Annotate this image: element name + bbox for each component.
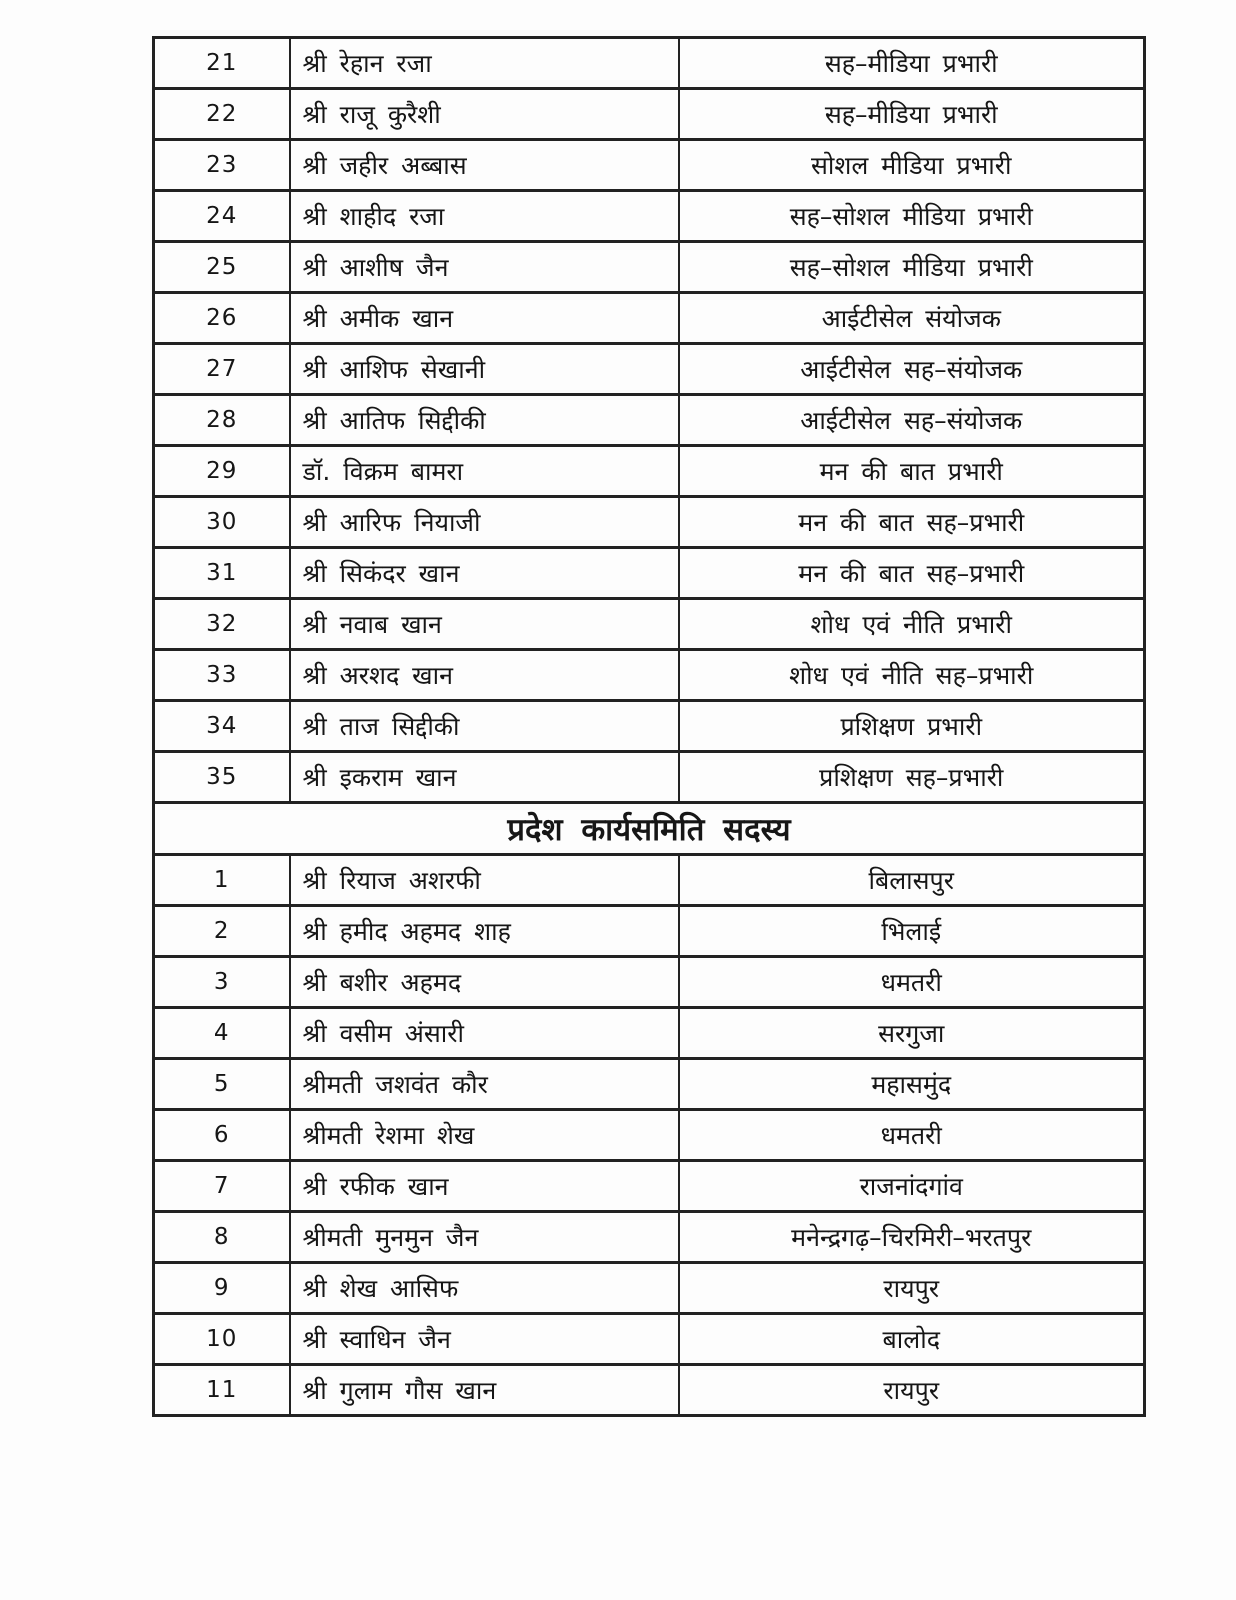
member-role: रायपुर xyxy=(679,1263,1145,1314)
member-name: श्री रेहान रजा xyxy=(290,38,679,89)
member-role: प्रशिक्षण प्रभारी xyxy=(679,701,1145,752)
member-role: धमतरी xyxy=(679,1110,1145,1161)
member-role: शोध एवं नीति प्रभारी xyxy=(679,599,1145,650)
member-name: श्रीमती मुनमुन जैन xyxy=(290,1212,679,1263)
member-name: श्री अरशद खान xyxy=(290,650,679,701)
row-number: 1 xyxy=(154,855,290,906)
committee-rows xyxy=(154,855,1145,1416)
row-number: 32 xyxy=(154,599,290,650)
member-name: श्री शाहीद रजा xyxy=(290,191,679,242)
member-name: श्री रफीक खान xyxy=(290,1161,679,1212)
table-row xyxy=(154,38,1145,89)
table-row xyxy=(154,1161,1145,1212)
table-row xyxy=(154,1263,1145,1314)
member-name: श्री शेख आसिफ xyxy=(290,1263,679,1314)
table-row xyxy=(154,548,1145,599)
member-name: श्री अमीक खान xyxy=(290,293,679,344)
members-table xyxy=(152,36,1146,1417)
member-role: भिलाई xyxy=(679,906,1145,957)
member-name: श्रीमती जशवंत कौर xyxy=(290,1059,679,1110)
section-header-row xyxy=(154,803,1145,855)
member-name: श्री सिकंदर खान xyxy=(290,548,679,599)
table-row xyxy=(154,1314,1145,1365)
table-row xyxy=(154,1365,1145,1416)
member-role: सह–सोशल मीडिया प्रभारी xyxy=(679,191,1145,242)
member-name: श्री हमीद अहमद शाह xyxy=(290,906,679,957)
table-row xyxy=(154,650,1145,701)
table-row xyxy=(154,497,1145,548)
member-role: रायपुर xyxy=(679,1365,1145,1416)
member-role: महासमुंद xyxy=(679,1059,1145,1110)
row-number: 3 xyxy=(154,957,290,1008)
row-number: 22 xyxy=(154,89,290,140)
row-number: 23 xyxy=(154,140,290,191)
row-number: 24 xyxy=(154,191,290,242)
member-role: सह–मीडिया प्रभारी xyxy=(679,89,1145,140)
member-name: श्री आशीष जैन xyxy=(290,242,679,293)
table-row xyxy=(154,1110,1145,1161)
row-number: 21 xyxy=(154,38,290,89)
member-name: श्री नवाब खान xyxy=(290,599,679,650)
table-row xyxy=(154,752,1145,803)
member-name: श्री राजू कुरैशी xyxy=(290,89,679,140)
table-row xyxy=(154,599,1145,650)
member-role: सरगुजा xyxy=(679,1008,1145,1059)
table-row xyxy=(154,1212,1145,1263)
member-name: श्री ताज सिद्दीकी xyxy=(290,701,679,752)
member-role: आईटीसेल संयोजक xyxy=(679,293,1145,344)
member-name: श्री रियाज अशरफी xyxy=(290,855,679,906)
table-row xyxy=(154,191,1145,242)
member-role: बालोद xyxy=(679,1314,1145,1365)
table-row xyxy=(154,293,1145,344)
member-role: प्रशिक्षण सह–प्रभारी xyxy=(679,752,1145,803)
row-number: 4 xyxy=(154,1008,290,1059)
section-header-body xyxy=(154,803,1145,855)
row-number: 27 xyxy=(154,344,290,395)
member-role: बिलासपुर xyxy=(679,855,1145,906)
row-number: 8 xyxy=(154,1212,290,1263)
member-role: शोध एवं नीति सह–प्रभारी xyxy=(679,650,1145,701)
member-name: श्री गुलाम गौस खान xyxy=(290,1365,679,1416)
member-role: मन की बात सह–प्रभारी xyxy=(679,548,1145,599)
table-row xyxy=(154,701,1145,752)
row-number: 26 xyxy=(154,293,290,344)
row-number: 5 xyxy=(154,1059,290,1110)
row-number: 33 xyxy=(154,650,290,701)
row-number: 7 xyxy=(154,1161,290,1212)
table-row xyxy=(154,1059,1145,1110)
row-number: 10 xyxy=(154,1314,290,1365)
member-role: सोशल मीडिया प्रभारी xyxy=(679,140,1145,191)
member-name: श्री आरिफ नियाजी xyxy=(290,497,679,548)
row-number: 25 xyxy=(154,242,290,293)
member-name: श्री जहीर अब्बास xyxy=(290,140,679,191)
row-number: 9 xyxy=(154,1263,290,1314)
row-number: 31 xyxy=(154,548,290,599)
table-row xyxy=(154,906,1145,957)
row-number: 29 xyxy=(154,446,290,497)
member-role: आईटीसेल सह–संयोजक xyxy=(679,395,1145,446)
table-row xyxy=(154,1008,1145,1059)
member-role: आईटीसेल सह–संयोजक xyxy=(679,344,1145,395)
member-name: डॉ. विक्रम बामरा xyxy=(290,446,679,497)
member-name: श्री वसीम अंसारी xyxy=(290,1008,679,1059)
table-row xyxy=(154,140,1145,191)
row-number: 6 xyxy=(154,1110,290,1161)
table-row xyxy=(154,395,1145,446)
table-row xyxy=(154,242,1145,293)
officials-rows xyxy=(154,38,1145,803)
row-number: 34 xyxy=(154,701,290,752)
table-row xyxy=(154,855,1145,906)
member-role: धमतरी xyxy=(679,957,1145,1008)
member-name: श्री आतिफ सिद्दीकी xyxy=(290,395,679,446)
member-name: श्री आशिफ सेखानी xyxy=(290,344,679,395)
section-title: प्रदेश कार्यसमिति सदस्य xyxy=(154,803,1145,855)
member-role: मन की बात सह–प्रभारी xyxy=(679,497,1145,548)
member-name: श्री स्वाधिन जैन xyxy=(290,1314,679,1365)
table-row xyxy=(154,957,1145,1008)
member-name: श्री बशीर अहमद xyxy=(290,957,679,1008)
member-role: मन की बात प्रभारी xyxy=(679,446,1145,497)
member-role: सह–सोशल मीडिया प्रभारी xyxy=(679,242,1145,293)
member-name: श्री इकराम खान xyxy=(290,752,679,803)
member-role: सह–मीडिया प्रभारी xyxy=(679,38,1145,89)
row-number: 30 xyxy=(154,497,290,548)
row-number: 35 xyxy=(154,752,290,803)
row-number: 11 xyxy=(154,1365,290,1416)
table-row xyxy=(154,89,1145,140)
member-name: श्रीमती रेशमा शेख xyxy=(290,1110,679,1161)
row-number: 2 xyxy=(154,906,290,957)
member-role: मनेन्द्रगढ़–चिरमिरी–भरतपुर xyxy=(679,1212,1145,1263)
table-row xyxy=(154,344,1145,395)
table-row xyxy=(154,446,1145,497)
member-role: राजनांदगांव xyxy=(679,1161,1145,1212)
row-number: 28 xyxy=(154,395,290,446)
